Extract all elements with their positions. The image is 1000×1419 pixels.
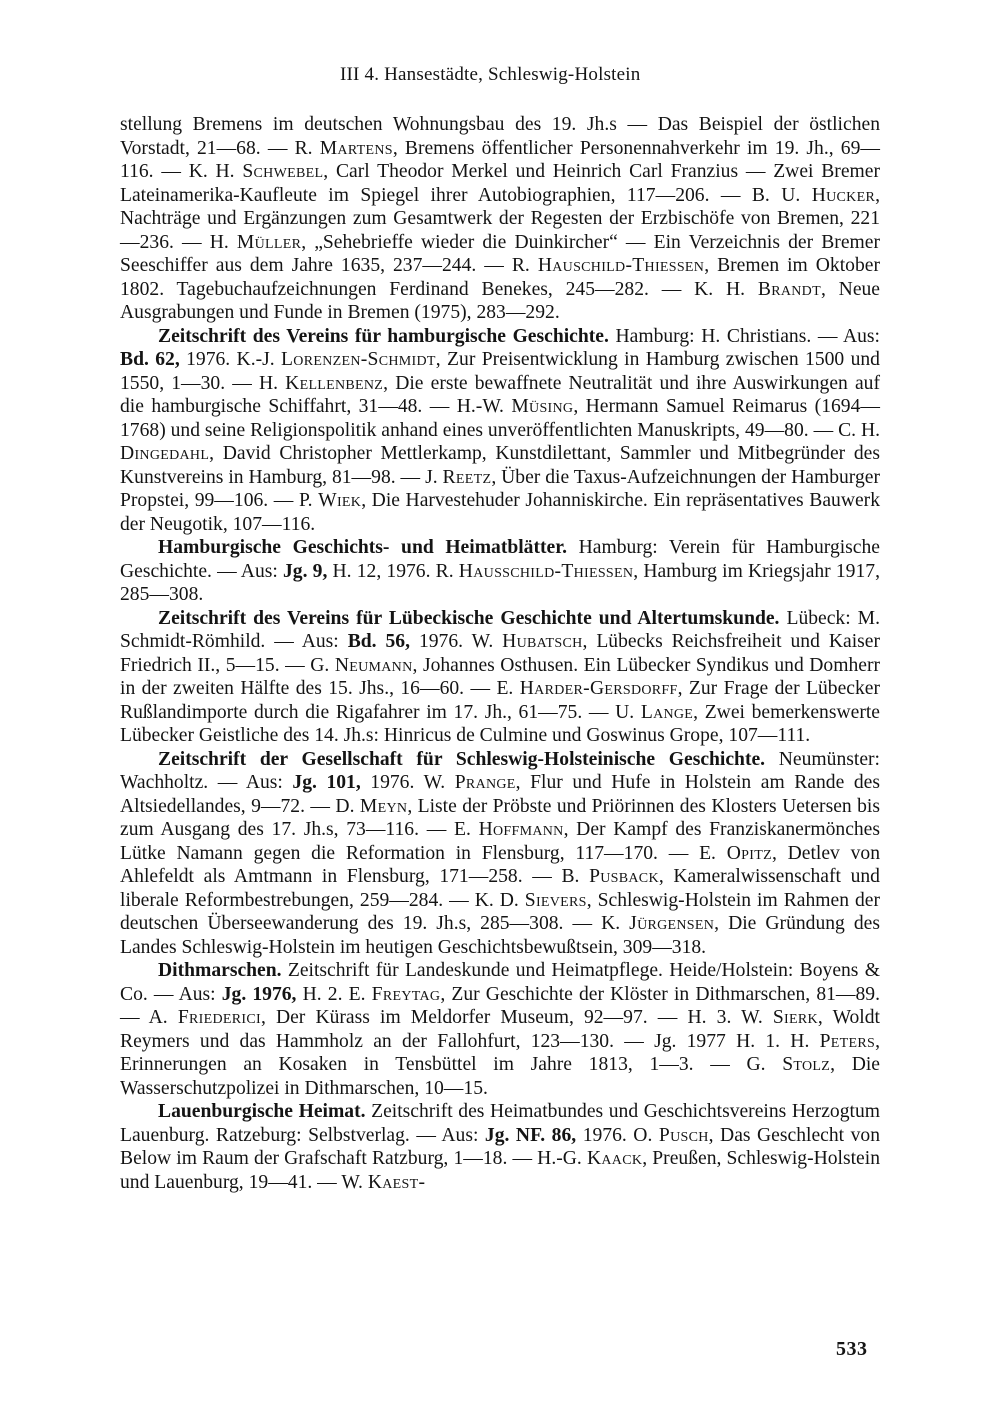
author-name: Pusch [658,1124,709,1146]
journal-title: Jg. 9, [282,560,328,582]
author-name: Kellenbenz [285,372,384,394]
running-head: III 4. Hansestädte, Schleswig-Holstein [340,64,641,85]
author-name: Wiek [318,490,362,511]
text-run: , Carl Theodor Merkel und Heinrich Carl Franzius — Zwei Bremer Lateinamerika-Kaufleute im Spiegel ihrer Autobiographien, 117—206. — B. U. [120,161,880,206]
journal-title: Bd. 62, [120,349,180,370]
author-name: Opitz [726,842,772,864]
text-run: , Die Wasserschutzpolizei in Dithmarschen, 10—15. [120,1054,880,1099]
text-run: Hamburg: Verein für Hamburgische Geschichte. — Aus: [120,537,880,582]
text-run: Zeitschrift für Landeskunde und Heimatpflege. Heide/Holstein: Boyens & Co. — Aus: [120,960,880,1005]
text-run: Hamburg: H. Christians. — Aus: [608,325,881,347]
text-run: , Der Kürass im Meldorfer Museum, 92—97. — H. 3. W. [260,1007,773,1028]
text-run: , Bremen im Oktober 1802. Tagebuchaufzeichnungen Ferdinand Benekes, 245—282. — K. H. [120,255,880,300]
text-run: H. 12, 1976. R. [327,560,459,582]
text-run: , Bremens öffentlicher Personennahverkehr im 19. Jh., 69—116. — K. H. [120,137,880,182]
text-run: , Neue Ausgrabungen und Funde in Bremen (1975), 283—292. [120,278,881,323]
text-run: 1976. W. [360,772,455,793]
text-run: , Zwei bemerkenswerte Lübecker Geistliche des 14. Jh.s: Hinricus de Culmine und Goswinus Grope, 107—111. [120,701,880,746]
text-run: , Hermann Samuel Reimarus (1694—1768) und seine Religionspolitik anhand eines unveröffentlichten Manuskripts, 49—80. — C. H. [120,396,880,441]
author-name: Meyn [359,795,408,817]
text-run: , Hamburg im Kriegsjahr 1917, 285—308. [120,560,880,605]
entry-lauenburgische-heimat [120,1100,880,1194]
text-run: stellung Bremens im deutschen Wohnungsbau des 19. Jh.s — Das Beispiel der östlichen Vorstadt, 21—68. — R. [120,114,880,159]
text-run: 1976. W. [410,631,503,652]
text-run: , Die Gründung des Landes Schleswig-Holstein im heutigen Geschichtsbewußtsein, 309—318. [120,913,880,958]
text-run: , Die erste bewaffnete Neutralität und ihre Auswirkungen auf die hamburgische Schiffahrt, 31—48. — H.-W. [120,372,880,417]
journal-title: Jg. 1976, [221,983,297,1005]
paragraph-bremen-continued [120,113,880,325]
author-name: Dingedahl [120,443,210,464]
author-name: Stolz [782,1054,831,1075]
text-run: , Die Harvestehuder Johanniskirche. Ein repräsentatives Bauwerk der Neugotik, 107—116. [120,490,880,535]
author-name: Sievers [524,889,587,911]
text-run: , Detlev von Ahlefeldt als Amtmann in Flensburg, 171—258. — B. [120,842,880,887]
text-run: , Zur Frage der Lübecker Rußlandimporte durch die Rigafahrer im 17. Jh., 61—75. — U. [120,678,880,723]
author-name: Lange [640,701,694,723]
journal-title: Zeitschrift des Vereins für Lübeckische Geschichte und Altertumskunde. [158,607,780,629]
journal-title: Hamburgische Geschichts- und Heimatblätter. [158,537,568,558]
author-name: Schwebel [242,161,324,182]
author-name: Müller [236,231,302,253]
text-run: Lübeck: M. Schmidt-Römhild. — Aus: [120,607,880,652]
author-name: Freytag [371,983,441,1005]
author-name: Müsing [511,396,574,417]
text-run: , Lübecks Reichsfreiheit und Kaiser Friedrich II., 5—15. — G. [120,631,880,676]
author-name: Pusback [589,866,659,887]
text-run: , Johannes Osthusen. Ein Lübecker Syndikus und Domherr in der zweiten Hälfte des 15. Jhs., 16—60. — E. [120,654,880,699]
page-number: 533 [836,1338,868,1360]
text-run: 1976. K.-J. [179,349,282,370]
entry-hamburgische-geschichte [120,325,880,537]
text-run: , Preußen, Schleswig-Holstein und Lauenburg, 19—41. — W. [120,1148,880,1193]
author-name: Lorenzen-Schmidt [281,349,436,370]
text-run: , Das Geschlecht von Below im Raum der Grafschaft Ratzburg, 1—18. — H.-G. [120,1124,880,1169]
text-run: , Kameralwissenschaft und liberale Reformbestrebungen, 259—284. — K. D. [120,866,880,911]
body-text [120,113,880,1194]
text-run: , Liste der Pröbste und Priörinnen des Klosters Uetersen bis zum Ausgang des 17. Jh.s, 73—116. — E. [120,795,880,840]
text-run: H. 2. E. [296,983,372,1005]
author-name: Brandt [757,278,821,300]
text-run: 1976. O. [576,1124,659,1146]
text-run: , David Christopher Mettlerkamp, Kunstdilettant, Sammler und Mitbegründer des Kunstvereins in Hamburg, 81—98. — J. [120,443,880,488]
author-name: Reetz [442,466,492,488]
author-name: Kaack [586,1148,643,1169]
author-name: Friederici [177,1007,261,1028]
text-run: , Zur Geschichte der Klöster in Dithmarschen, 81—89. — A. [120,983,880,1028]
text-run: Zeitschrift des Heimatbundes und Geschichtsvereins Herzogtum Lauenburg. Ratzeburg: Selbstverlag. — Aus: [120,1101,880,1146]
journal-title: Lauenburgische Heimat. [158,1101,366,1122]
author-name: Kaest- [367,1171,426,1193]
entry-luebeckische-geschichte [120,607,880,748]
author-name: Hoffmann [478,819,564,840]
entry-hamburgische-heimatblaetter [120,536,880,607]
text-run: , Der Kampf des Franziskanermönches Lütke Namann gegen die Reformation in Flensburg, 117—170. — E. [120,819,881,864]
text-run: , Flur und Hufe in Holstein am Rande des Altsiedellandes, 9—72. — D. [120,772,880,817]
text-run: , Zur Preisentwicklung in Hamburg zwischen 1500 und 1550, 1—30. — H. [120,349,880,394]
author-name: Peters [819,1030,876,1052]
text-run: , Nachträge und Ergänzungen zum Gesamtwerk der Regesten der Erzbischöfe von Bremen, 221—236. — H. [120,184,880,253]
author-name: Hausschild-Thiessen [458,560,634,582]
entry-schleswig-holsteinische-geschichte [120,748,880,960]
journal-title: Bd. 56, [347,631,410,652]
text-run: , Schleswig-Holstein im Rahmen der deutschen Überseewanderung des 19. Jh.s, 285—308. — K. [120,889,880,934]
author-name: Prange [454,772,516,793]
text-run: , Erinnerungen an Kosaken in Tensbüttel im Jahre 1813, 1—3. — G. [120,1030,880,1075]
author-name: Neumann [334,654,413,676]
journal-title: Jg. NF. 86, [484,1124,577,1146]
journal-title: Zeitschrift der Gesellschaft für Schleswig-Holsteinische Geschichte. [158,748,766,770]
text-run: , Über die Taxus-Aufzeichnungen der Hamburger Propstei, 99—106. — P. [120,466,880,511]
entry-dithmarschen [120,959,880,1100]
journal-title: Dithmarschen. [158,960,282,981]
author-name: Hucker [811,184,876,206]
author-name: Hauschild-Thiessen [537,255,705,276]
author-name: Harder-Gersdorff [519,678,678,699]
journal-title: Zeitschrift des Vereins für hamburgische Geschichte. [158,325,609,347]
author-name: Sierk [772,1007,818,1028]
author-name: Martens [319,137,393,159]
journal-title: Jg. 101, [292,772,361,793]
text-run: , „Sehebrieffe wieder die Duinkircher“ — Ein Verzeichnis der Bremer Seeschiffer aus dem Jahre 1635, 237—244. — R. [120,231,880,276]
author-name: Hubatsch [502,631,583,652]
text-run: Neumünster: Wachholtz. — Aus: [120,748,880,793]
text-run: , Woldt Reymers und das Hammholz an der Fallohfurt, 123—130. — Jg. 1977 H. 1. H. [120,1007,880,1052]
author-name: Jürgensen [629,913,715,934]
